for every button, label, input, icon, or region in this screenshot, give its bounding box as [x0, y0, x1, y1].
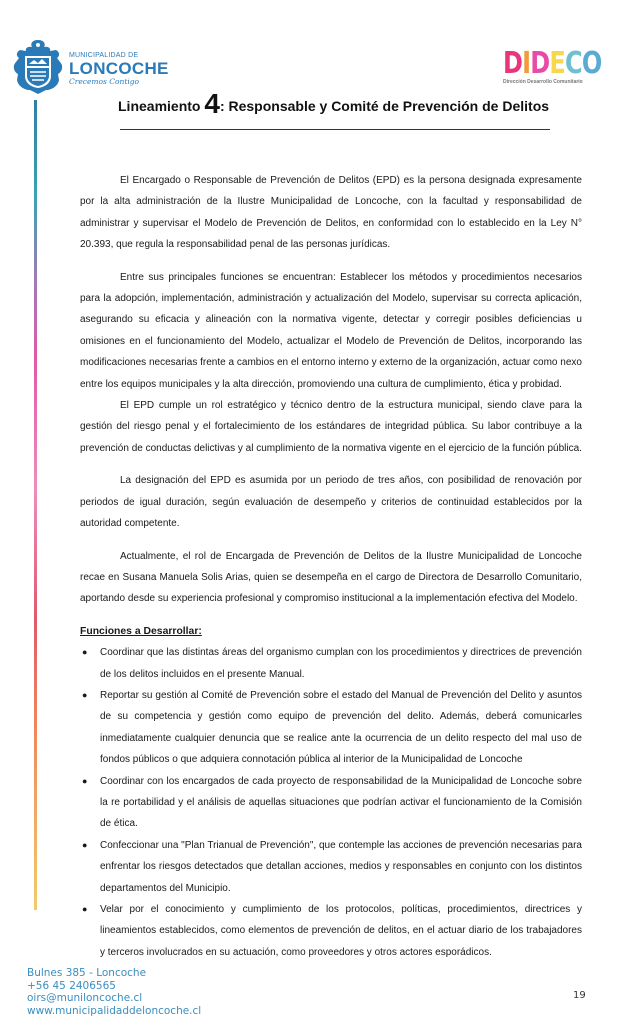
footer-email[interactable]: oirs@muniloncoche.cl [27, 992, 143, 1005]
footer [27, 967, 587, 1027]
title-number: 4 [204, 88, 220, 119]
footer-website[interactable]: www.municipalidaddeloncoche.cl [27, 1005, 202, 1017]
municipality-label: MUNICIPALIDAD DE [69, 52, 139, 59]
dideco-letter: I [522, 46, 531, 81]
list-item: ● Confeccionar una "Plan Trianual de Prevención", que contemple las acciones de prevención necesarias para enfrentar los riesgos detectados que detallan acciones, medios y responsables en conjunto con los distintos departamentos del Municipio. [80, 835, 582, 899]
bullet-icon: ● [82, 689, 88, 700]
dideco-letter: O [581, 46, 602, 81]
dideco-letter: C [564, 46, 582, 81]
list-item: ● Reportar su gestión al Comité de Prevención sobre el estado del Manual de Prevención del Delito y asuntos de su competencia y gestión como equipo de prevención del delito. Además, deberá comunicarles inmediatamente cualquier denuncia que se realice ante la ocurrencia de un delito respecto del mal uso de fondos públicos o que adquiera connotación pública al interior de la Municipalidad de Loncoche [80, 685, 582, 771]
bullet-icon: ● [82, 839, 88, 850]
bullet-icon: ● [82, 647, 88, 658]
paragraph-designation: La designación del EPD es asumida por un periodo de tres años, con posibilidad de renovación por periodos de igual duración, según evaluación de desempeño y criterios de continuidad establecidos por la autoridad competente. [80, 475, 582, 530]
document-body [80, 170, 582, 963]
dideco-letter: E [549, 46, 565, 81]
functions-heading: Funciones a Desarrollar: [80, 625, 202, 637]
functions-list [80, 642, 582, 963]
list-item: ● Coordinar con los encargados de cada proyecto de responsabilidad de la Municipalidad de Loncoche sobre la re portabilidad y el análisis de aquellas situaciones que podrían activar el funcionamiento de la Comisión de ética. [80, 771, 582, 835]
municipality-slogan: Crecemos Contigo [69, 77, 140, 86]
paragraph-current-officer: Actualmente, el rol de Encargada de Prevención de Delitos de la Ilustre Municipalidad de Loncoche recae en Susana Manuela Solis Arias, quien se desempeña en el cargo de Directora de Desarrollo Comunitario, aportando desde su experiencia profesional y compromiso institucional a la implementación efectiva del Modelo. [80, 550, 582, 605]
list-item: ● Coordinar que las distintas áreas del organismo cumplan con los procedimientos y directrices de prevención de los delitos incluidos en el presente Manual. [80, 642, 582, 685]
footer-address: Bulnes 385 - Loncoche [27, 967, 147, 980]
paragraph-strategic-role: El EPD cumple un rol estratégico y técnico dentro de la estructura municipal, siendo clave para la gestión del riesgo penal y el fortalecimiento de los estándares de integridad pública. Su labor contribuye a la prevención de conductas delictivas y al cumplimiento de la normativa vigente en el ejercicio de la función pública. [80, 400, 582, 454]
bullet-icon: ● [82, 904, 88, 914]
footer-phone: +56 45 2406565 [27, 979, 116, 992]
title-suffix: : Responsable y Comité de Prevención de Delitos [219, 98, 550, 114]
municipality-name: LONCOCHE [69, 59, 169, 78]
page-number: 19 [573, 990, 586, 1002]
footer-contact [27, 967, 201, 1017]
list-item: ● Velar por el conocimiento y cumplimiento de los protocolos, políticas, procedimientos, directrices y lineamientos establecidos, como elementos de prevención de delitos, en el actuar diario de los trabajadores y terceros involucrados en su actuación, como proveedores y otros actores esporádicos. [80, 899, 582, 963]
bullet-icon: ● [82, 775, 88, 786]
paragraph-main-functions: Entre sus principales funciones se encuentran: Establecer los métodos y procedimientos necesarios para la adopción, implementación, administración y actualización del Modelo, supervisar su correcta aplicación, asegurando su eficacia y alineación con la normativa vigente, detectar y corregir posibles deficiencias u omisiones en el funcionamiento del Modelo, actualizar el Modelo de Prevención de Delitos, incorporando las modificaciones necesarias frente a cambios en el entorno interno y externo de la organización, actuar como nexo entre los equipos municipales y la alta dirección, promoviendo una cultura de cumplimiento, ética y probidad. [80, 271, 582, 390]
dideco-letter: D [503, 46, 523, 81]
paragraph-epd-definition: El Encargado o Responsable de Prevención de Delitos (EPD) es la persona designada expresamente por la alta administración de la Ilustre Municipalidad de Loncoche, con la facultad y responsabilidad de administrar y supervisar el Modelo de Prevención de Delitos, en conformidad con lo establecido en la Ley N° 20.393, que regula la responsabilidad penal de las personas jurídicas. [80, 175, 582, 251]
title-prefix: Lineamiento [118, 98, 205, 114]
dideco-letter: D [530, 46, 550, 81]
dideco-subtitle: Dirección Desarrollo Comunitario [503, 79, 583, 85]
